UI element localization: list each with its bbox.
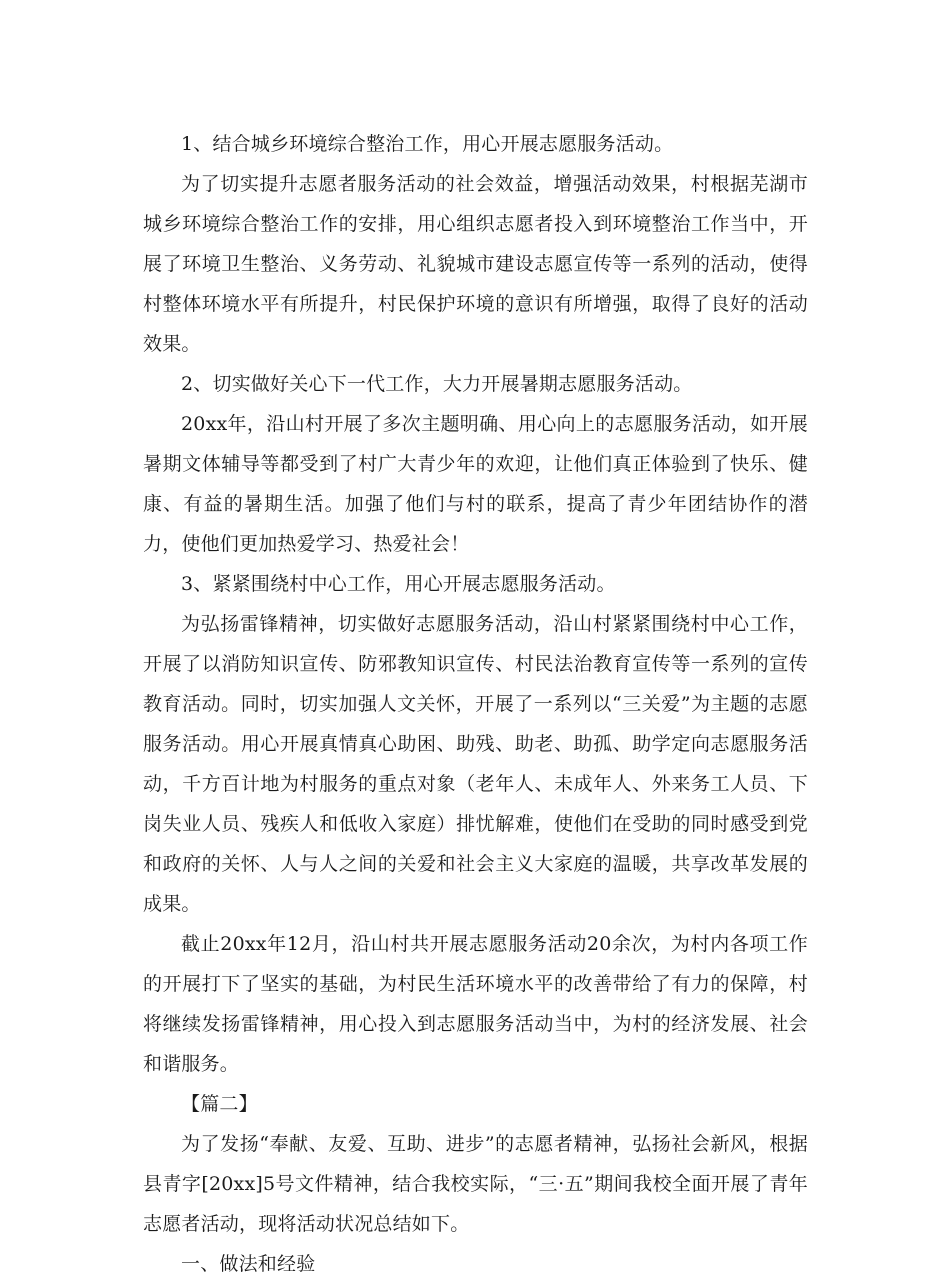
part-title: 【篇二】: [181, 1093, 258, 1115]
section-heading-1: 1、结合城乡环境综合整治工作，用心开展志愿服务活动。: [181, 133, 674, 155]
section-heading-2: 2、切实做好关心下一代工作，大力开展暑期志愿服务活动。: [181, 373, 693, 395]
body-paragraph: 20xx年，沿山村开展了多次主题明确、用心向上的志愿服务活动，如开展暑期文体辅导等都受到了村广大青少年的欢迎，让他们真正体验到了快乐、健康、有益的暑期生活。加强了他们与村的联系，提高了青少年团结协作的潜力，使他们更加热爱学习、热爱社会！: [143, 413, 808, 555]
subsection-heading: 一、做法和经验: [181, 1253, 316, 1275]
section-heading-3: 3、紧紧围绕村中心工作，用心开展志愿服务活动。: [181, 573, 616, 595]
document-body: [143, 124, 808, 1284]
body-paragraph: 为了切实提升志愿者服务活动的社会效益，增强活动效果，村根据芜湖市城乡环境综合整治工作的安排，用心组织志愿者投入到环境整治工作当中，开展了环境卫生整治、义务劳动、礼貌城市建设志愿宣传等一系列的活动，使得村整体环境水平有所提升，村民保护环境的意识有所增强，取得了良好的活动效果。: [143, 173, 808, 355]
body-paragraph: 为弘扬雷锋精神，切实做好志愿服务活动，沿山村紧紧围绕村中心工作，开展了以消防知识宣传、防邪教知识宣传、村民法治教育宣传等一系列的宣传教育活动。同时，切实加强人文关怀，开展了一系列以“三关爱”为主题的志愿服务活动。用心开展真情真心助困、助残、助老、助孤、助学定向志愿服务活动，千方百计地为村服务的重点对象（老年人、未成年人、外来务工人员、下岗失业人员、残疾人和低收入家庭）排忧解难，使他们在受助的同时感受到党和政府的关怀、人与人之间的关爱和社会主义大家庭的温暖，共享改革发展的成果。: [143, 613, 808, 915]
body-paragraph: 为了发扬“奉献、友爱、互助、进步”的志愿者精神，弘扬社会新风，根据县青字[20xx]5号文件精神，结合我校实际，“三·五”期间我校全面开展了青年志愿者活动，现将活动状况总结如下。: [143, 1133, 808, 1235]
body-paragraph: 截止20xx年12月，沿山村共开展志愿服务活动20余次，为村内各项工作的开展打下了坚实的基础，为村民生活环境水平的改善带给了有力的保障，村将继续发扬雷锋精神，用心投入到志愿服务活动当中，为村的经济发展、社会和谐服务。: [143, 933, 808, 1075]
